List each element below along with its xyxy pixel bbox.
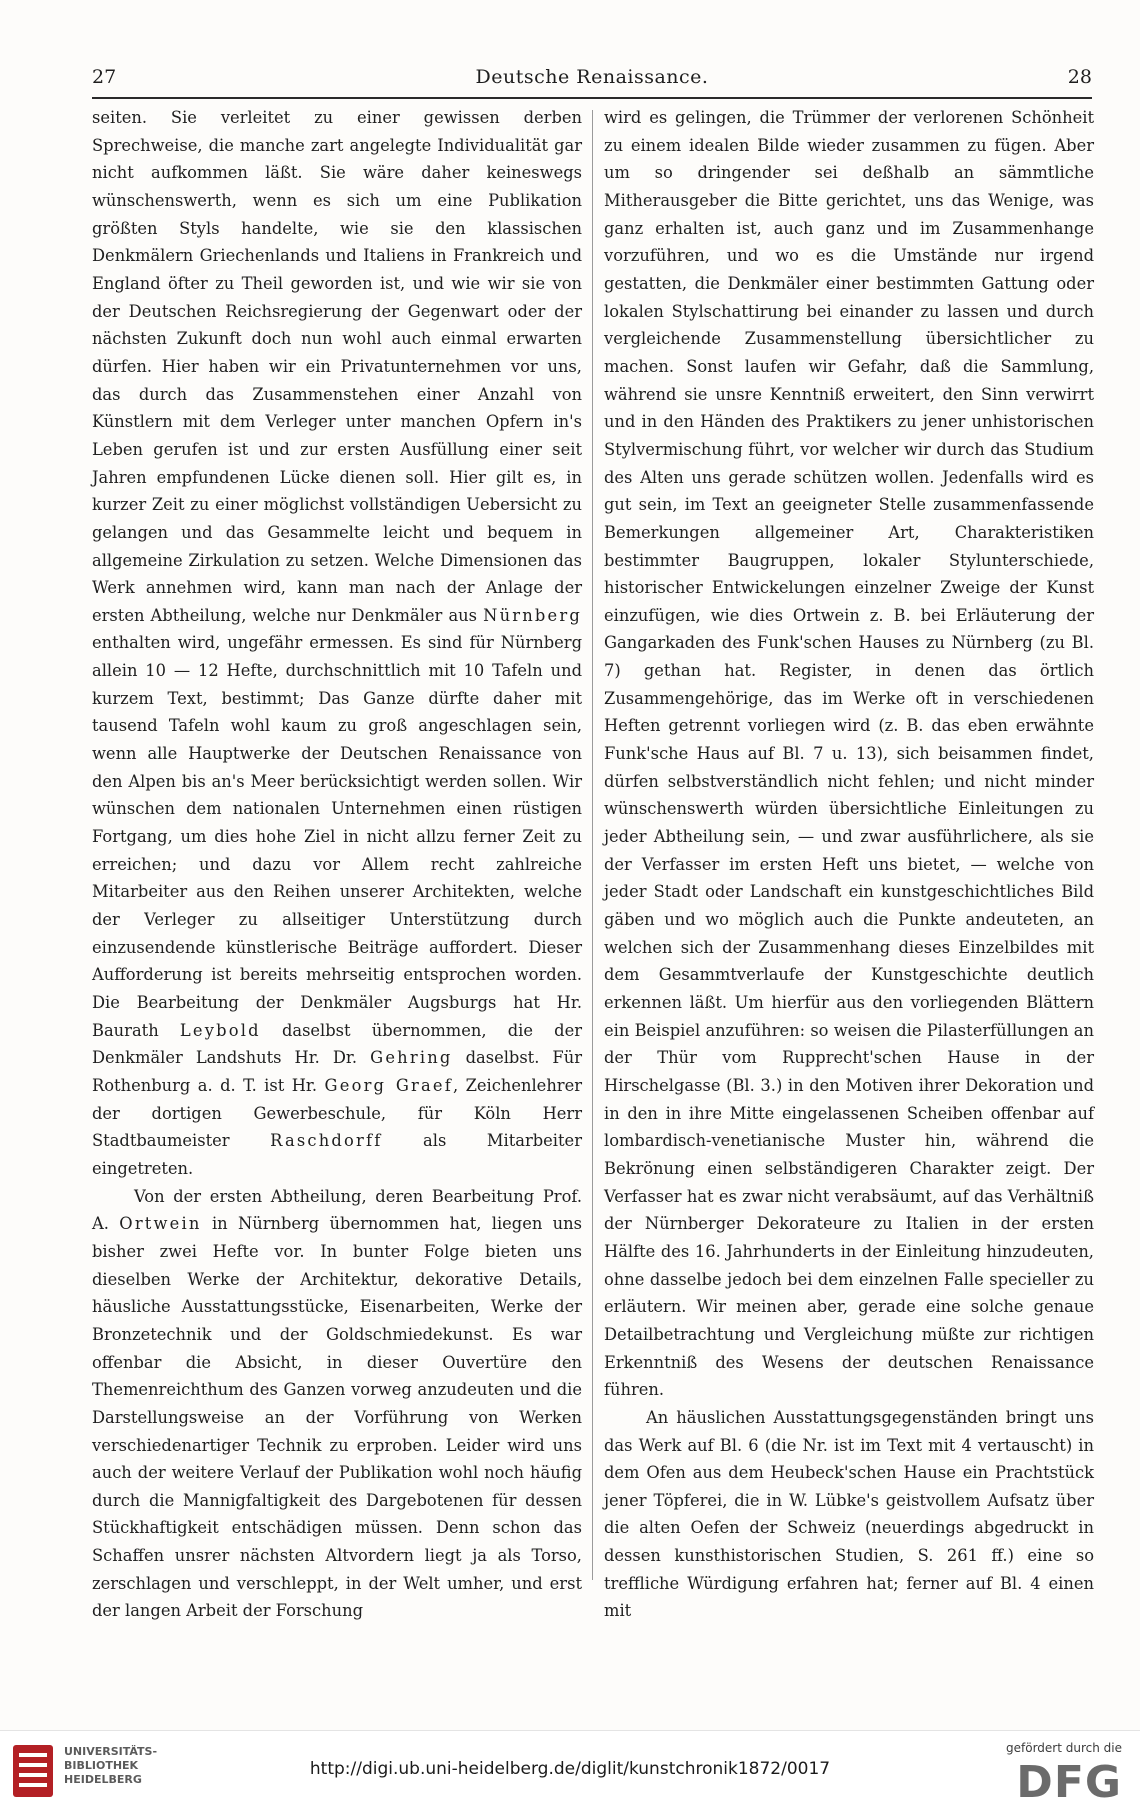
spaced-name: Gehring [370, 1048, 453, 1068]
institution-line: UNIVERSITÄTS- [64, 1745, 158, 1758]
spaced-name: Ortwein [119, 1214, 202, 1234]
spaced-name: Nürnberg [483, 605, 582, 625]
page-number-left: 27 [92, 66, 117, 88]
right-column [604, 104, 1094, 1625]
text-run: , Zeichenlehrer der dortigen Gewerbeschule, für Köln Herr Stadtbaumeister [92, 1075, 583, 1151]
right-paragraph-2: An häuslichen Ausstattungsgegenständen bringt uns das Werk auf Bl. 6 (die Nr. ist im Text mit 4 vertauscht) in dem Ofen aus dem Heubeck'schen Hause ein Prachtstück jener Töpferei, die in W. Lübke's geistvollem Aufsatz über die alten Oefen der Schweiz (neuerdings abgedruckt in dessen kunsthistorischen Studien, S. 261 ff.) eine so treffliche Würdigung erfahren hat; ferner auf Bl. 4 einen mit [604, 1407, 1094, 1621]
spaced-name: Raschdorff [270, 1131, 383, 1151]
dfg-logo: DFG [1016, 1757, 1122, 1808]
text-run: daselbst übernommen, die der Denkmäler Landshuts Hr. Dr. [92, 1020, 582, 1068]
left-paragraph-2 [92, 1183, 582, 1626]
text-run: Von der ersten Abtheilung, deren Bearbeitung Prof. A. [92, 1186, 582, 1234]
right-paragraph-1: wird es gelingen, die Trümmer der verlorenen Schönheit zu einem idealen Bilde wieder zusammen zu fügen. Aber um so dringender sei deßhalb an sämmtliche Mitherausgeber die Bitte gerichtet, uns das Wenige, was ganz erhalten ist, auch ganz und im Zusammenhange vorzuführen, und wo es die Umstände nur irgend gestatten, die Denkmäler einer bestimmten Gattung oder lokalen Stylschattirung bei einander zu lassen und durch vergleichende Zusammenstellung übersichtlicher zu machen. Sonst laufen wir Gefahr, daß die Sammlung, während sie unsre Kenntniß erweitert, den Sinn verwirrt und in den Händen des Praktikers zu jener unhistorischen Stylvermischung führt, vor welcher wir durch das Studium des Alten uns gerade schützen wollen. Jedenfalls wird es gut sein, im Text an geeigneter Stelle zusammenfassende Bemerkungen allgemeiner Art, Charakteristiken bestimmter Baugruppen, lokaler Stylunterschiede, historischer Entwickelungen einzelner Zweige der Kunst einzufügen, wie dies Ortwein z. B. bei Erläuterung der Gangarkaden des Funk'schen Hauses zu Nürnberg (zu Bl. 7) gethan hat. Register, in denen das örtlich Zusammengehörige, das im Werke oft in verschiedenen Heften getrennt vorliegen wird (z. B. das eben erwähnte Funk'sche Haus auf Bl. 7 u. 13), sich beisammen findet, dürfen selbstverständlich nicht fehlen; und nicht minder wünschenswerth würden übersichtliche Einleitungen zu jeder Abtheilung sein, — und zwar ausführlichere, als sie der Verfasser im ersten Heft uns bietet, — welche von jeder Stadt oder Landschaft ein kunstgeschichtliches Bild gäben und wo möglich auch die Punkte andeuteten, an welchen sich der Zusammenhang dieses Einzelbildes mit dem Gesammtverlaufe der Kunstgeschichte deutlich erkennen läßt. Um hierfür aus den vorliegenden Blättern ein Beispiel anzuführen: so weisen die Pilasterfüllungen an der Thür vom Rupprecht'schen Hause in der Hirschelgasse (Bl. 3.) in den Motiven ihrer Dekoration und in den in ihre Mitte eingelassenen Scheiben offenbar auf lombardisch-venetianische Muster hin, während die Bekrönung einen selbständigeren Charakter zeigt. Der Verfasser hat es zwar nicht verabsäumt, auf das Verhältniß der Nürnberger Dekorateure zu Italien in der ersten Hälfte des 16. Jahrhunderts in der Einleitung hinzudeuten, ohne dasselbe jedoch bei dem einzelnen Falle specieller zu erläutern. Wir meinen aber, gerade eine solche genaue Detailbetrachtung und Vergleichung müßte zur richtigen Erkenntniß des Wesens der deutschen Renaissance führen. [604, 108, 1094, 1400]
permalink-url[interactable]: http://digi.ub.uni-heidelberg.de/diglit/kunstchronik1872/0017 [309, 1759, 831, 1779]
digitization-footer [0, 1730, 1140, 1816]
text-run: daselbst. Für Rothenburg a. d. T. ist Hr. [92, 1048, 582, 1095]
header-rule [92, 97, 1092, 99]
running-header [92, 62, 1092, 92]
text-run: enthalten wird, ungefähr ermessen. Es sind für Nürnberg allein 10 — 12 Hefte, durchschnittlich mit 10 Tafeln und kurzem Text, bestimmt; Das Ganze dürfte daher mit tausend Tafeln wohl kaum zu groß angeschlagen sein, wenn alle Hauptwerke der Deutschen Renaissance von den Alpen bis an's Meer berücksichtigt werden sollen. Wir wünschen dem nationalen Unternehmen einen rüstigen Fortgang, um dies hohe Ziel in nicht allzu ferner Zeit zu erreichen; und dazu vor Allem recht zahlreiche Mitarbeiter aus den Reihen unserer Architekten, welche der Verleger zu allseitiger Unterstützung durch einzusendende künstlerische Beiträge auffordert. Dieser Aufforderung ist bereits mehrseitig entsprochen worden. Die Bearbeitung der Denkmäler Augsburgs hat Hr. Baurath [92, 633, 582, 1040]
page-number-right: 28 [1067, 66, 1092, 88]
spaced-name: Leybold [179, 1020, 261, 1040]
institution-line: HEIDELBERG [64, 1773, 142, 1786]
spaced-name: Georg Graef [324, 1075, 453, 1095]
funding-caption: gefördert durch die [1006, 1741, 1122, 1755]
running-title: Deutsche Renaissance. [475, 66, 709, 88]
column-divider [592, 110, 593, 1580]
left-paragraph-1 [92, 104, 582, 1183]
left-column [92, 104, 582, 1625]
text-run: seiten. Sie verleitet zu einer gewissen derben Sprechweise, die manche zart angelegte Individualität gar nicht aufkommen läßt. Sie wäre daher keineswegs wünschenswerth, wenn es sich um eine Publikation größten Styls handelte, wie sie den klassischen Denkmälern Griechenlands und Italiens in Frankreich und England öfter zu Theil geworden ist, und wie wir sie von der Deutschen Reichsregierung der Gegenwart oder der nächsten Zukunft doch nun wohl auch einmal erwarten dürfen. Hier haben wir ein Privatunternehmen vor uns, das durch das Zusammenstehen einer Anzahl von Künstlern mit dem Verleger unter manchen Opfern in's Leben gerufen ist und zur ersten Ausfüllung einer seit Jahren empfundenen Lücke dienen soll. Hier gilt es, in kurzer Zeit zu einer möglichst vollständigen Uebersicht zu gelangen und das Gesammelte leicht und bequem in allgemeine Zirkulation zu setzen. Welche Dimensionen das Werk annehmen wird, kann man nach der Anlage der ersten Abtheilung, welche nur Denkmäler aus [92, 108, 582, 625]
text-run: als Mitarbeiter eingetreten. [92, 1131, 582, 1178]
institution-line: BIBLIOTHEK [64, 1759, 139, 1772]
text-run: in Nürnberg übernommen hat, liegen uns bisher zwei Hefte vor. In bunter Folge bieten uns dieselben Werke der Architektur, dekorative Details, häusliche Ausstattungsstücke, Eisenarbeiten, Werke der Bronzetechnik und der Goldschmiedekunst. Es war offenbar die Absicht, in dieser Ouvertüre den Themenreichthum des Ganzen vorweg anzudeuten und die Darstellungsweise an der Vorführung von Werken verschiedenartiger Technik zu erproben. Leider wird uns auch der weitere Verlauf der Publikation wohl noch häufig durch die Mannigfaltigkeit des Dargebotenen für dessen Stückhaftigkeit entschädigen müssen. Denn schon das Schaffen unsrer nächsten Altvordern liegt ja als Torso, zerschlagen und verschleppt, in der Welt umher, und erst der langen Arbeit der Forschung [92, 1214, 582, 1621]
